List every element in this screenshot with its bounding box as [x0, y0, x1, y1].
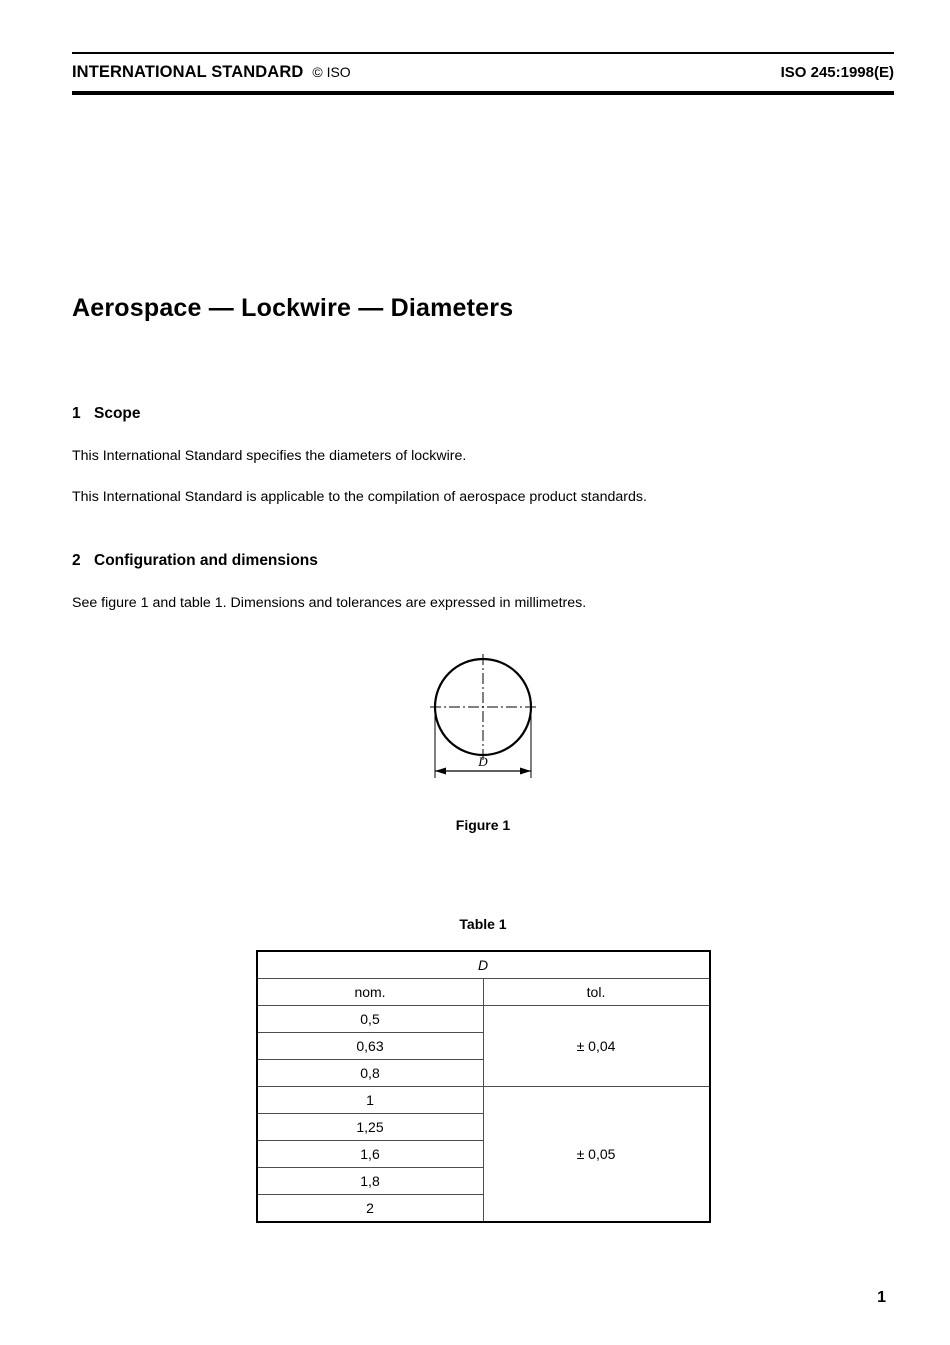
- table-column-header-row: [257, 979, 710, 1006]
- cell-nominal-5: 1,25: [257, 1114, 484, 1141]
- page-number: 1: [877, 1289, 886, 1306]
- header-left-group: [72, 63, 351, 82]
- cell-nominal-2: 0,63: [257, 1033, 484, 1060]
- running-header: [72, 52, 894, 95]
- table-header: [257, 951, 710, 1006]
- header-copyright-notice: © ISO: [312, 64, 351, 80]
- column-header-tolerance: tol.: [483, 979, 710, 1006]
- clause-2-heading: [72, 552, 894, 570]
- clause-2-title: Configuration and dimensions: [94, 551, 318, 569]
- header-standard-label: INTERNATIONAL STANDARD: [72, 63, 304, 81]
- dimension-label-D: D: [478, 754, 488, 769]
- figure-1-caption: Figure 1: [455, 817, 511, 833]
- figure-1-block: [72, 630, 894, 833]
- table-row: [257, 1006, 710, 1033]
- clause-scope: [72, 392, 894, 522]
- arrowhead-left-icon: [435, 768, 446, 775]
- table-row: [257, 1087, 710, 1114]
- clause-1-title: Scope: [94, 404, 141, 422]
- header-row: [72, 54, 894, 89]
- clause-1-heading: [72, 405, 894, 423]
- header-standard-reference: ISO 245:1998(E): [780, 64, 894, 81]
- cell-tolerance-group-2: ± 0,05: [483, 1087, 710, 1223]
- cell-nominal-6: 1,6: [257, 1141, 484, 1168]
- clause-1-paragraph-2: This International Standard is applicable to the compilation of aerospace product standards.: [72, 489, 647, 506]
- table-1-block: [72, 916, 894, 1223]
- cell-tolerance-group-1: ± 0,04: [483, 1006, 710, 1087]
- arrowhead-right-icon: [520, 768, 531, 775]
- table-symbol-row: [257, 951, 710, 979]
- cell-nominal-8: 2: [257, 1195, 484, 1223]
- clause-2-number: 2: [72, 551, 81, 569]
- table-body: [257, 1006, 710, 1223]
- table-symbol-header: D: [257, 951, 710, 979]
- clause-2-paragraph-1: See figure 1 and table 1. Dimensions and tolerances are expressed in millimetres.: [72, 594, 587, 611]
- cell-nominal-1: 0,5: [257, 1006, 484, 1033]
- diameter-table: [256, 950, 711, 1223]
- cell-nominal-4: 1: [257, 1087, 484, 1114]
- table-1-caption: Table 1: [459, 916, 507, 932]
- clause-1-paragraph-1: This International Standard specifies the diameters of lockwire.: [72, 447, 467, 464]
- page-title: Aerospace — Lockwire — Diameters: [72, 294, 514, 322]
- lockwire-cross-section-drawing: [383, 630, 583, 795]
- header-rule-bottom: [72, 91, 894, 95]
- cell-nominal-7: 1,8: [257, 1168, 484, 1195]
- clause-1-number: 1: [72, 404, 81, 422]
- clause-configuration-and-dimensions: [72, 539, 894, 628]
- cell-nominal-3: 0,8: [257, 1060, 484, 1087]
- column-header-nominal: nom.: [257, 979, 484, 1006]
